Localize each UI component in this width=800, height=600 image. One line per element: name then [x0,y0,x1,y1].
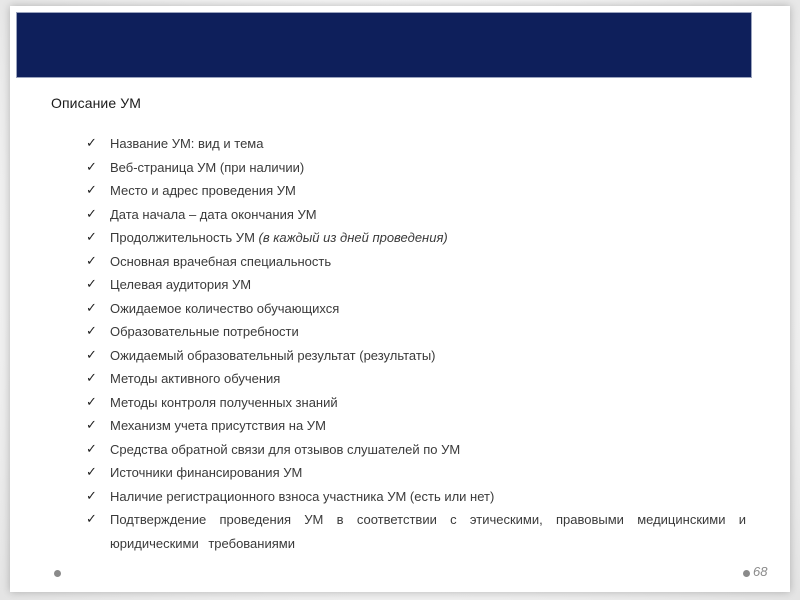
checkmark-icon: ✓ [86,488,97,504]
list-item [86,391,746,415]
list-item-text: Подтверждение проведения УМ в соответствии с этическими, правовыми медицинскими и юридическими требованиями [110,512,746,551]
list-item-text: Целевая аудитория УМ [110,277,252,292]
list-item [86,132,746,156]
checkmark-icon: ✓ [86,136,97,151]
list-item [86,297,746,321]
checkmark-icon: ✓ [86,183,97,198]
list-item [86,179,746,203]
checkmark-icon: ✓ [86,324,97,339]
checkmark-icon: ✓ [86,347,97,363]
header-band [16,12,752,78]
list-item [86,344,746,368]
list-item-text: Дата начала – дата окончания УМ [110,206,317,222]
list-item-text: Основная врачебная специальность [110,253,332,269]
checkmark-icon: ✓ [86,159,97,175]
checkmark-icon: ✓ [86,253,97,269]
checkmark-icon: ✓ [86,418,97,433]
list-item-text: Наличие регистрационного взноса участника УМ (есть или нет) [110,488,495,504]
decorative-dot-left [54,570,61,577]
list-item-text: Место и адрес проведения УМ [110,183,296,198]
list-item [86,414,746,438]
list-item-note: (в каждый из дней проведения) [258,230,448,245]
list-item [86,485,746,509]
checkmark-icon: ✓ [86,512,97,527]
list-item-text: Веб-страница УМ (при наличии) [110,159,305,175]
list-item-text: Образовательные потребности [110,324,299,339]
list-item [86,156,746,180]
list-item [86,250,746,274]
bullet-list [86,132,746,555]
list-item [86,367,746,391]
list-item [86,226,746,250]
section-title: Описание УМ [51,95,141,111]
list-item-text: Продолжительность УМ [110,230,259,245]
list-item [86,438,746,462]
list-item-text: Методы контроля полученных знаний [110,394,338,410]
decorative-dot-right [743,570,750,577]
slide [10,6,790,592]
list-item-text: Методы активного обучения [110,371,281,386]
checkmark-icon: ✓ [86,206,97,222]
checkmark-icon: ✓ [86,465,97,480]
list-item-text: Ожидаемое количество обучающихся [110,300,340,316]
checkmark-icon: ✓ [86,441,97,457]
list-item [86,508,746,555]
list-item [86,461,746,485]
list-item-text: Средства обратной связи для отзывов слушателей по УМ [110,441,461,457]
list-item-text: Механизм учета присутствия на УМ [110,418,326,433]
checkmark-icon: ✓ [86,230,97,245]
list-item-text: Название УМ: вид и тема [110,136,264,151]
checkmark-icon: ✓ [86,277,97,292]
page-number: 68 [753,564,768,579]
list-item [86,273,746,297]
checkmark-icon: ✓ [86,300,97,316]
list-item-text: Ожидаемый образовательный результат (результаты) [110,347,436,363]
list-item [86,320,746,344]
checkmark-icon: ✓ [86,371,97,386]
checkmark-icon: ✓ [86,394,97,410]
list-item [86,203,746,227]
list-item-text: Источники финансирования УМ [110,465,303,480]
